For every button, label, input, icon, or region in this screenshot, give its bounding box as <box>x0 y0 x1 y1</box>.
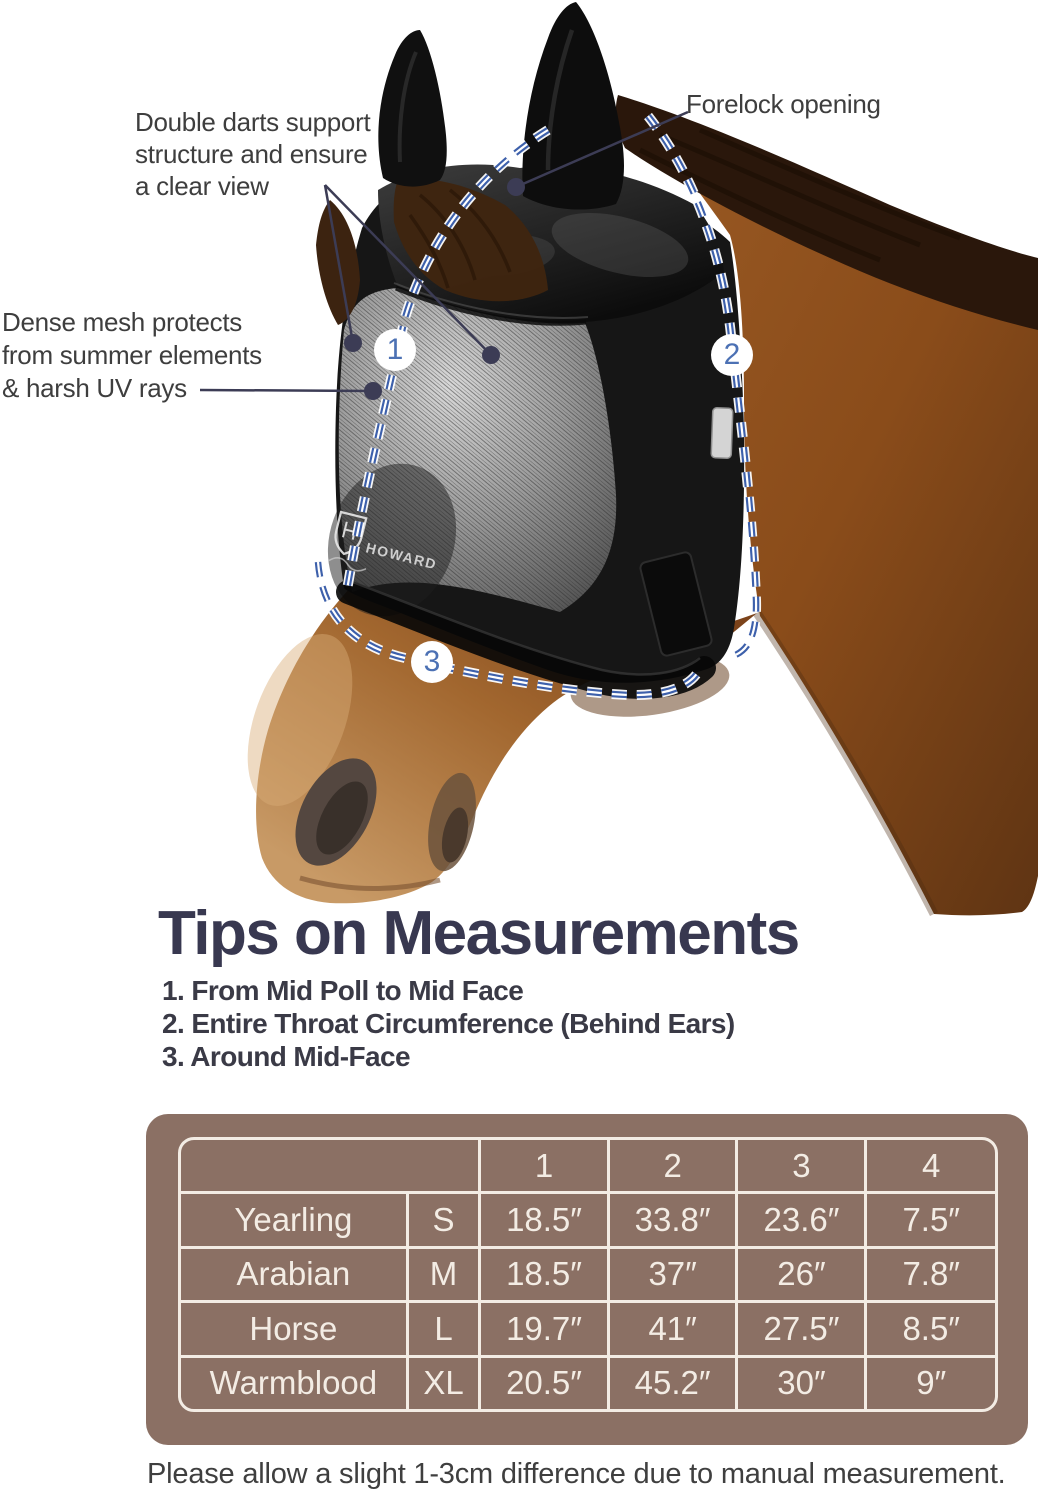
size-chart-frame <box>178 1137 998 1412</box>
breed-cell: Warmblood <box>181 1356 407 1409</box>
tips-list-item: 1. From Mid Poll to Mid Face <box>162 975 524 1006</box>
column-header: 2 <box>608 1140 737 1193</box>
size-cell: M <box>407 1247 479 1302</box>
annotation-line: Double darts support <box>135 107 371 137</box>
value-cell: 23.6″ <box>737 1193 866 1248</box>
column-header: 1 <box>480 1140 609 1193</box>
measurement-disclaimer: Please allow a slight 1-3cm difference due to manual measurement. <box>147 1458 1006 1490</box>
value-cell: 27.5″ <box>737 1302 866 1357</box>
annotation-line: from summer elements <box>2 340 262 370</box>
value-cell: 26″ <box>737 1247 866 1302</box>
measurement-marker-3: 3 <box>411 641 453 683</box>
mask-tag <box>711 408 733 459</box>
annotation-double-darts <box>135 106 370 202</box>
value-cell: 9″ <box>916 1364 947 1402</box>
brand-logo-text: HOWARD <box>364 539 439 573</box>
annotation-dense-mesh <box>2 306 262 405</box>
value-cell: 19.7″ <box>480 1302 609 1357</box>
connector-dot <box>482 346 500 364</box>
size-cell: L <box>407 1302 479 1357</box>
column-header: 3 <box>737 1140 866 1193</box>
connector-dot <box>364 382 382 400</box>
table-header-row <box>181 1140 995 1193</box>
breed-cell: Yearling <box>181 1193 407 1248</box>
value-cell: 7.5″ <box>866 1193 995 1248</box>
value-cell: 45.2″ <box>608 1356 737 1409</box>
annotation-forelock <box>686 88 881 120</box>
left-ear <box>378 30 446 187</box>
value-cell: 41″ <box>608 1302 737 1357</box>
annotation-line: structure and ensure <box>135 139 368 169</box>
connector-dot <box>507 178 525 196</box>
value-cell: 8.5″ <box>866 1302 995 1357</box>
value-cell: 7.8″ <box>866 1247 995 1302</box>
value-cell: 37″ <box>608 1247 737 1302</box>
tips-list-item: 2. Entire Throat Circumference (Behind Ears) <box>162 1008 735 1039</box>
breed-cell: Horse <box>181 1302 407 1357</box>
annotation-line: Dense mesh protects <box>2 307 242 337</box>
value-cell: 20.5″ <box>480 1356 609 1409</box>
value-cell: 33.8″ <box>608 1193 737 1248</box>
section-title: Tips on Measurements <box>158 899 799 968</box>
value-cell: 30″ <box>737 1356 866 1409</box>
size-chart-panel <box>146 1114 1028 1445</box>
measurement-marker-2: 2 <box>711 334 753 376</box>
annotation-line: & harsh UV rays <box>2 373 187 403</box>
table-row <box>181 1193 995 1248</box>
annotation-line: Forelock opening <box>686 89 881 119</box>
table-row <box>181 1247 995 1302</box>
tips-list-item: 3. Around Mid-Face <box>162 1041 410 1072</box>
connector-dot <box>344 334 362 352</box>
header-empty-cell <box>181 1140 480 1193</box>
size-chart-table <box>181 1140 995 1409</box>
size-cell: XL <box>407 1356 479 1409</box>
value-cell: 18.5″ <box>480 1247 609 1302</box>
size-cell: S <box>407 1193 479 1248</box>
measurement-marker-1: 1 <box>374 329 416 371</box>
table-row <box>181 1356 995 1409</box>
tips-list <box>162 974 735 1073</box>
value-cell: 18.5″ <box>480 1193 609 1248</box>
table-row <box>181 1302 995 1357</box>
column-header: 4 <box>866 1140 995 1193</box>
annotation-line: a clear view <box>135 171 269 201</box>
breed-cell: Arabian <box>181 1247 407 1302</box>
